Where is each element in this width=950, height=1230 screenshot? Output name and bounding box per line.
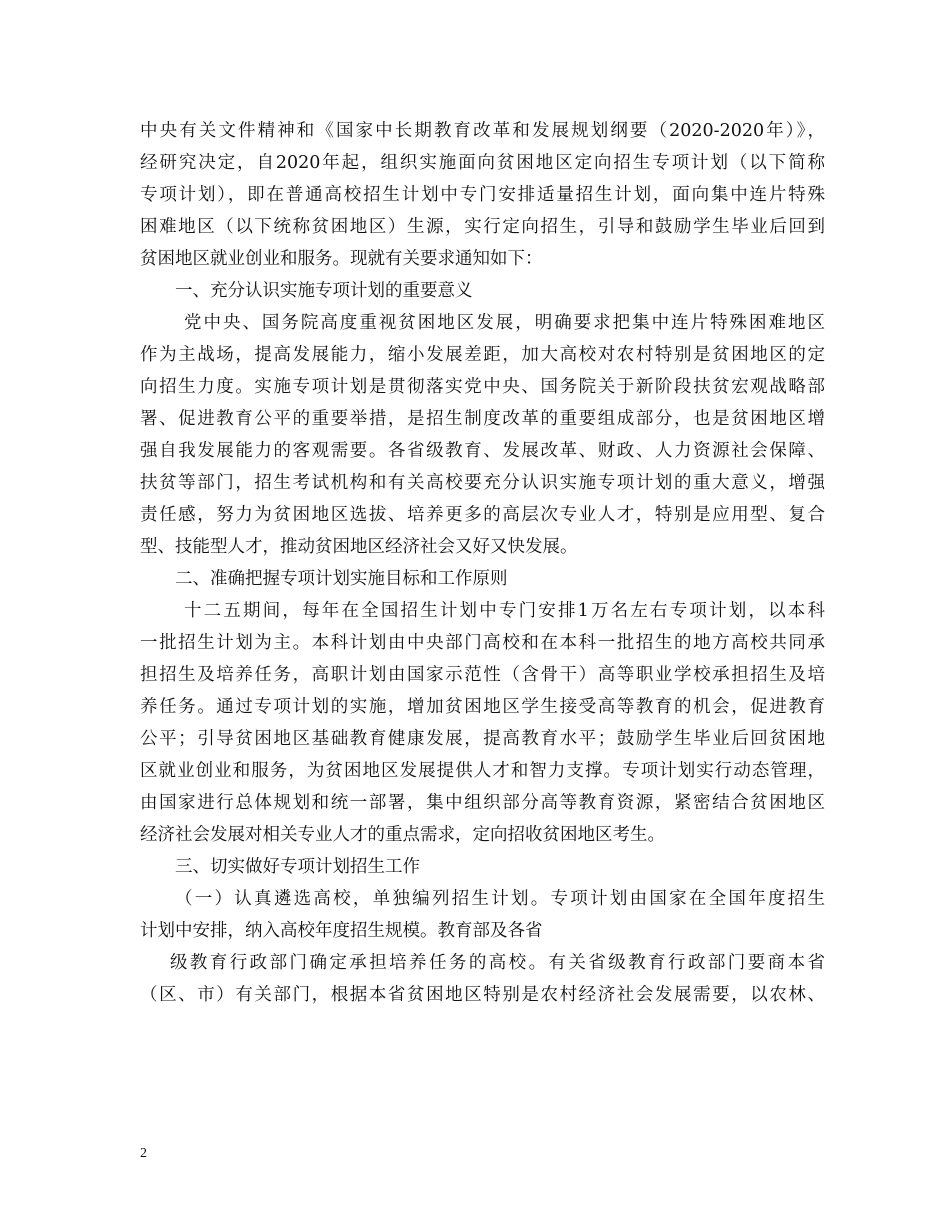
text-line: 型、技能型人才，推动贫困地区经济社会又好又快发展。 (140, 537, 578, 557)
text-line: 十二五期间，每年在全国招生计划中专门安排1万名左右专项计划，以本科 (184, 601, 825, 621)
text-line: 区就业创业和服务，为贫困地区发展提供人才和智力支撑。专项计划实行动态管理， (140, 761, 825, 781)
text-line: 向招生力度。实施专项计划是贯彻落实党中央、国务院关于新阶段扶贫宏观战略部 (140, 377, 825, 397)
text-line: 担招生及培养任务，高职计划由国家示范性（含骨干）高等职业学校承担招生及培 (140, 665, 825, 685)
text-line: 经研究决定，自2020年起，组织实施面向贫困地区定向招生专项计划（以下简称 (140, 153, 825, 173)
text-line: 作为主战场，提高发展能力，缩小发展差距，加大高校对农村特别是贫困地区的定 (140, 345, 825, 365)
text-line: （一）认真遴选高校，单独编列招生计划。专项计划由国家在全国年度招生 (175, 889, 825, 909)
text-line: 级教育行政部门确定承担培养任务的高校。有关省级教育行政部门要商本省 (170, 953, 825, 973)
text-line: 养任务。通过专项计划的实施，增加贫困地区学生接受高等教育的机会，促进教育 (140, 697, 825, 717)
text-line: 党中央、国务院高度重视贫困地区发展，明确要求把集中连片特殊困难地区 (184, 313, 825, 333)
text-line: 署、促进教育公平的重要举措，是招生制度改革的重要组成部分，也是贫困地区增 (140, 409, 825, 429)
text-line: 强自我发展能力的客观需要。各省级教育、发展改革、财政、人力资源社会保障、 (140, 441, 825, 461)
text-line: 扶贫等部门，招生考试机构和有关高校要充分认识实施专项计划的重大意义，增强 (140, 473, 825, 493)
text-line: 专项计划），即在普通高校招生计划中专门安排适量招生计划，面向集中连片特殊 (140, 185, 825, 205)
text-line: 责任感，努力为贫困地区选拔、培养更多的高层次专业人才，特别是应用型、复合 (140, 505, 825, 525)
section-heading-3: 三、切实做好专项计划招生工作 (175, 857, 420, 877)
body-text (140, 115, 825, 1011)
page-number: 2 (140, 1146, 147, 1161)
text-line: 经济社会发展对相关专业人才的重点需求，定向招收贫困地区考生。 (140, 825, 665, 845)
section-heading-1: 一、充分认识实施专项计划的重要意义 (175, 281, 473, 301)
text-line: 贫困地区就业创业和服务。现就有关要求通知如下： (140, 249, 543, 269)
text-line: 一批招生计划为主。本科计划由中央部门高校和在本科一批招生的地方高校共同承 (140, 633, 825, 653)
text-line: 公平；引导贫困地区基础教育健康发展，提高教育水平；鼓励学生毕业后回贫困地 (140, 729, 825, 749)
text-line: 由国家进行总体规划和统一部署，集中组织部分高等教育资源，紧密结合贫困地区 (140, 793, 825, 813)
text-line: 计划中安排，纳入高校年度招生规模。教育部及各省 (140, 921, 543, 941)
text-line: （区、市）有关部门，根据本省贫困地区特别是农村经济社会发展需要，以农林、 (140, 985, 825, 1005)
text-line: 中央有关文件精神和《国家中长期教育改革和发展规划纲要（2020-2020年）》， (140, 121, 825, 141)
section-heading-2: 二、准确把握专项计划实施目标和工作原则 (175, 569, 508, 589)
text-line: 困难地区（以下统称贫困地区）生源，实行定向招生，引导和鼓励学生毕业后回到 (140, 217, 825, 237)
